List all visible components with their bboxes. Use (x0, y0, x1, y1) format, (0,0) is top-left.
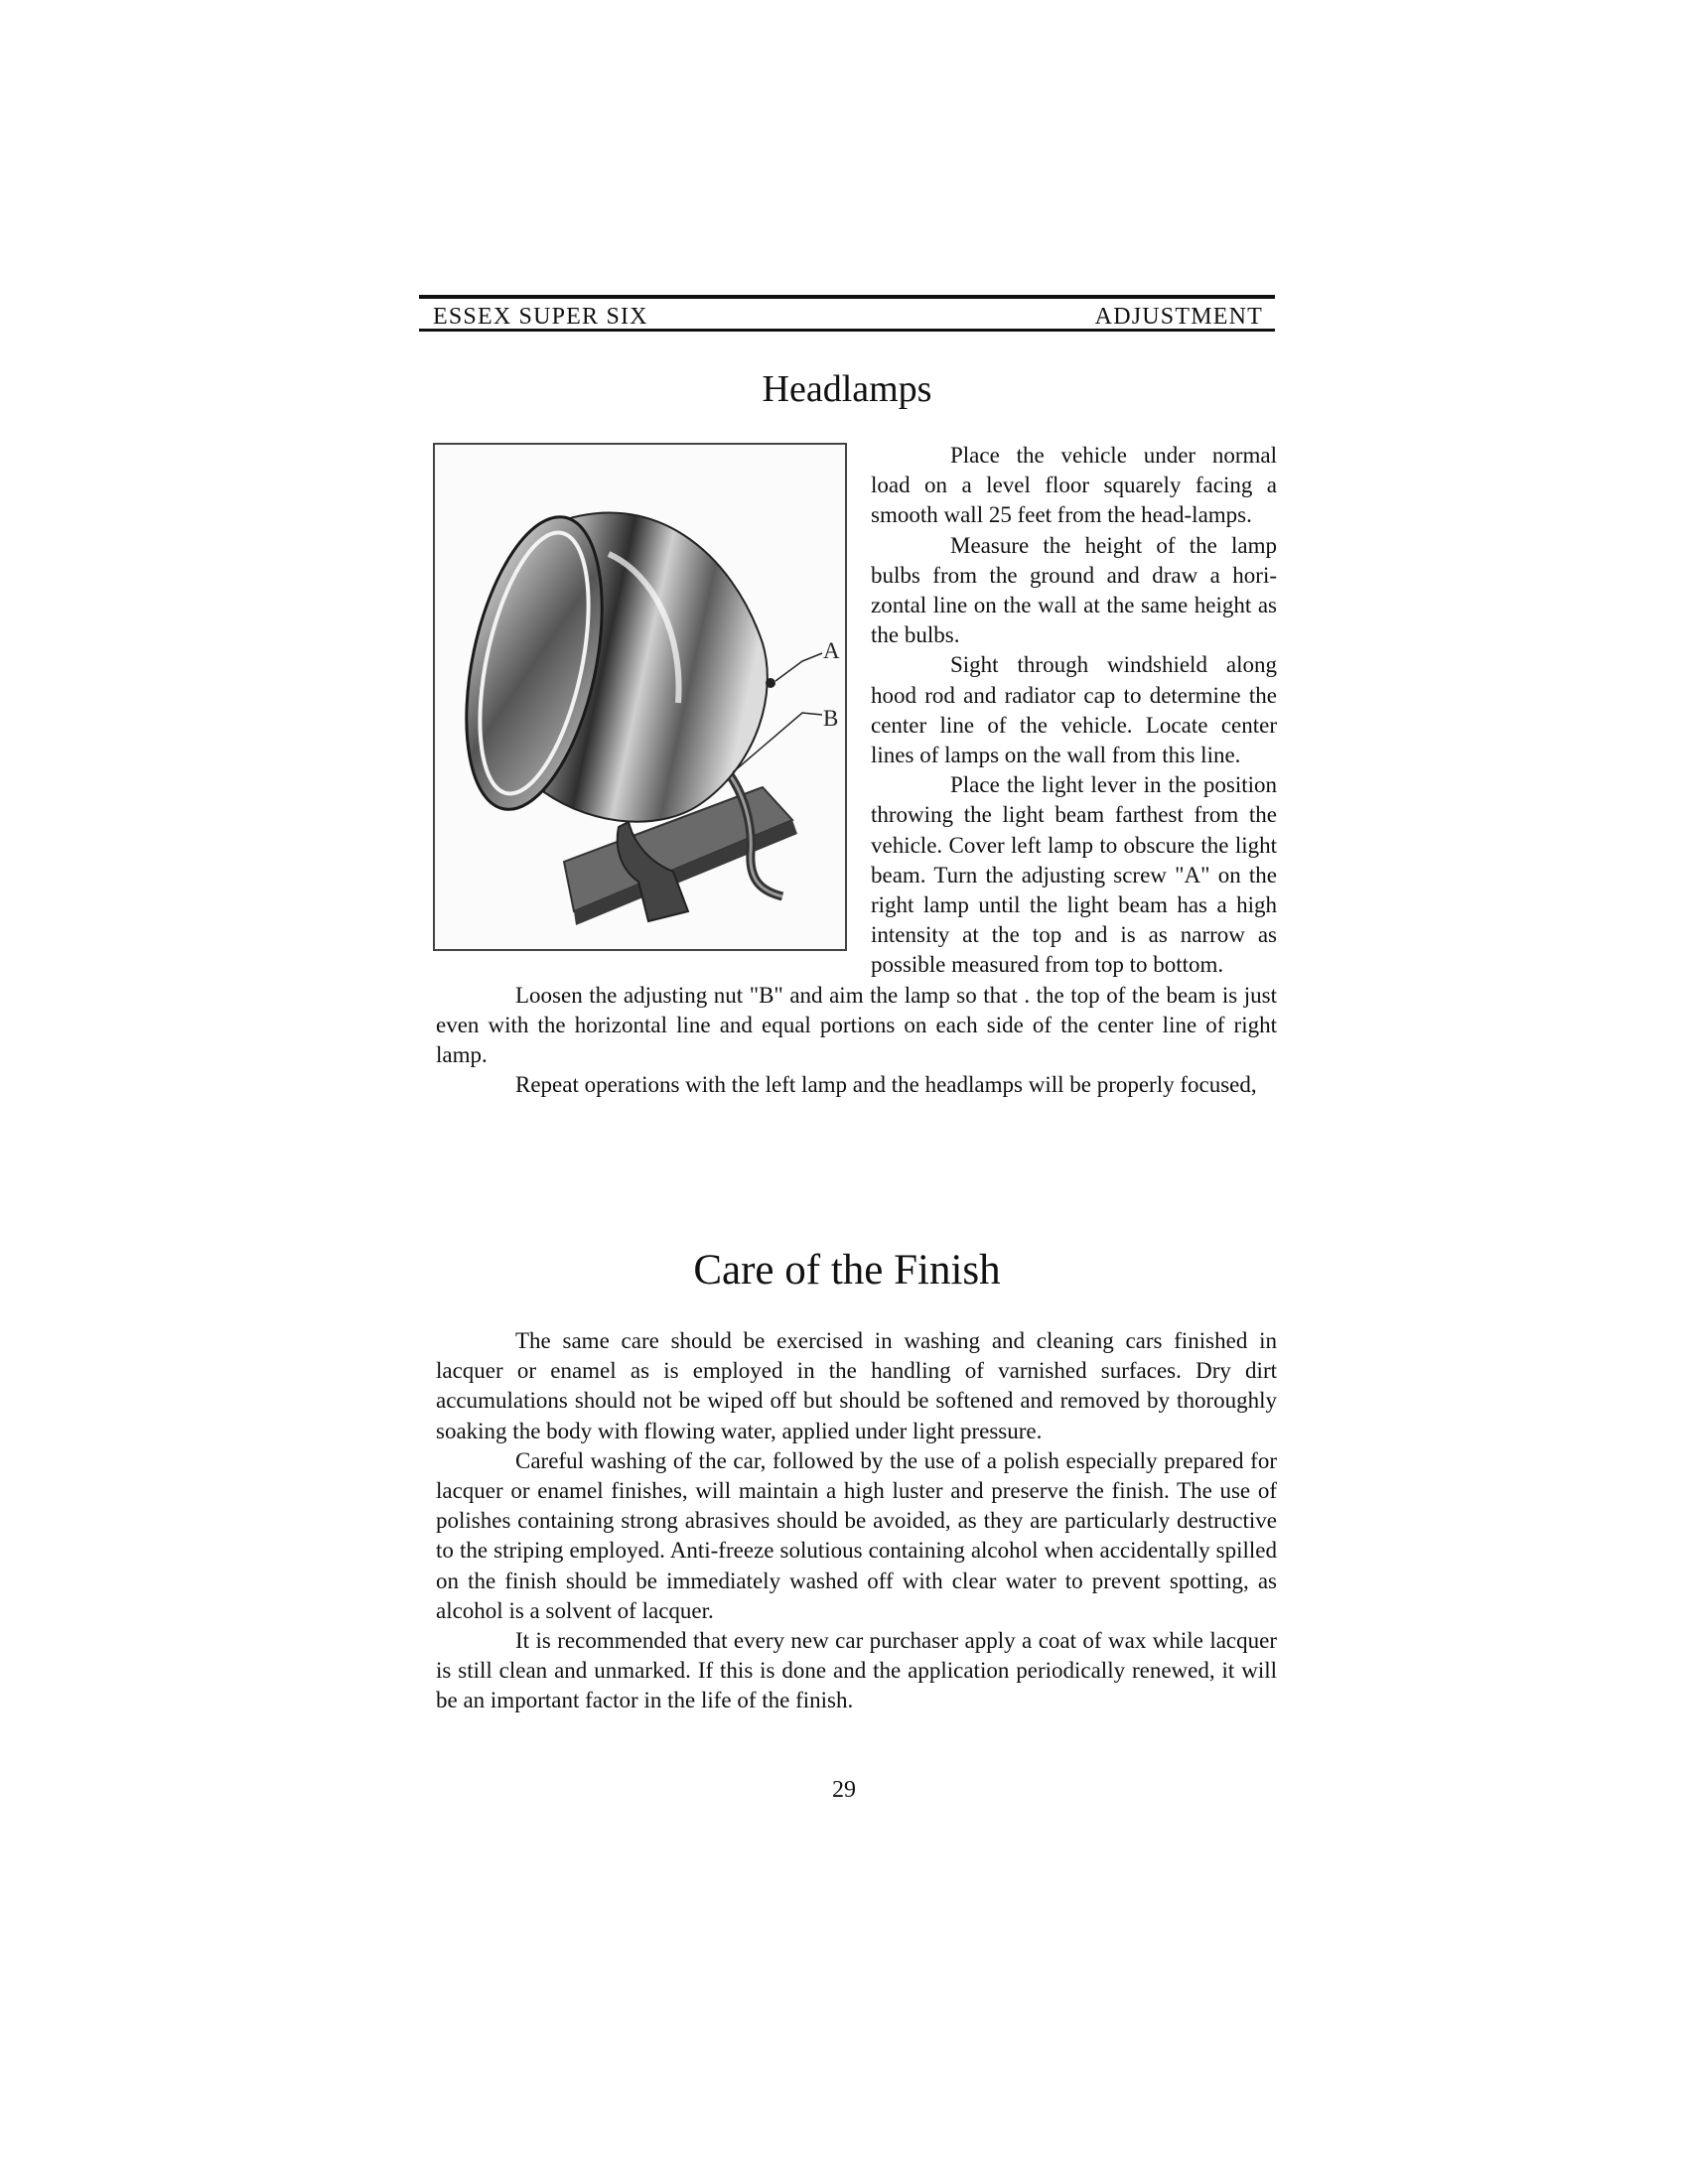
paragraph: Place the light lever in the position throwing the light beam farthest from the vehicle. Cover left lamp to obscure the light beam. Turn the adjusting screw "A" on the right lamp until the light beam has a high intensity at the top and is as narrow as possible measured from top to bottom. (871, 772, 1277, 978)
headlamp-illustration-icon (435, 445, 845, 949)
running-head-section: ADJUSTMENT (1094, 304, 1263, 330)
running-head-title: ESSEX SUPER SIX (433, 304, 648, 330)
figure-label-b: B (823, 706, 839, 731)
paragraph: Repeat operations with the left lamp and the headlamps will be properly focused, (515, 1072, 1257, 1098)
figure-label-a: A (823, 638, 840, 663)
paragraph: Loosen the adjusting nut "B" and aim the lamp so that . the top of the beam is just even with the horizontal line and equal portions on each side of the center line of right lamp. (436, 982, 1277, 1068)
running-head (419, 295, 1275, 332)
paragraph: Place the vehicle under normal load on a level floor squarely facing a smooth wall 25 feet from the head-lamps. (871, 443, 1277, 528)
finish-text-block (436, 1326, 1277, 1716)
page-number: 29 (832, 1777, 856, 1803)
section-title-headlamps: Headlamps (762, 368, 932, 410)
headlamps-text-block (436, 441, 1277, 1100)
paragraph: It is recommended that every new car purchaser apply a coat of wax while lacquer is still clean and unmarked. If this is done and the application periodically renewed, it will be an important factor in the life of the finish. (436, 1628, 1277, 1713)
paragraph: Measure the height of the lamp bulbs from the ground and draw a hori-zontal line on the wall at the same height as the bulbs. (871, 532, 1277, 648)
paragraph: Sight through windshield along hood rod and radiator cap to determine the center line of the vehicle. Locate center lines of lamps on the wall from this line. (871, 652, 1277, 768)
section-title-care-of-finish: Care of the Finish (693, 1247, 1001, 1294)
paragraph: Careful washing of the car, followed by the use of a polish especially prepared for lacquer or enamel finishes, will maintain a high luster and preserve the finish. The use of polishes containing strong abrasives should be avoided, as they are particularly destructive to the striping employed. Anti-freeze solutious containing alcohol when accidentally spilled on the finish should be immediately washed off with clear water to prevent spotting, as alcohol is a solvent of lacquer. (436, 1447, 1277, 1623)
paragraph: The same care should be exercised in washing and cleaning cars finished in lacquer or enamel as is employed in the handling of varnished surfaces. Dry dirt accumulations should not be wiped off but should be softened and removed by thoroughly soaking the body with flowing water, applied under light pressure. (436, 1328, 1277, 1443)
headlamp-figure (433, 443, 847, 951)
